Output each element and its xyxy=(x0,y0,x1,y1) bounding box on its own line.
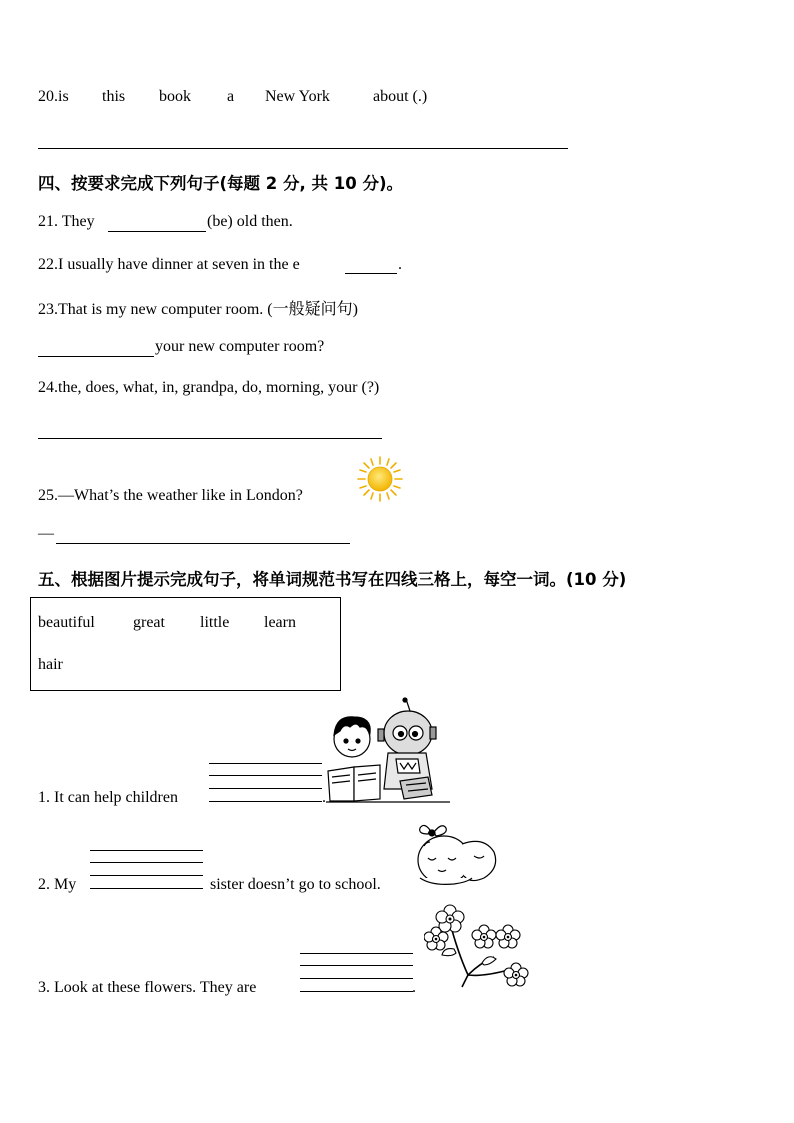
q20-word-2: book xyxy=(159,88,191,105)
word-bank-box xyxy=(30,597,341,691)
s5-item2-text: 2. My xyxy=(38,876,77,893)
section4-heading: 四、按要求完成下列句子(每题 2 分, 共 10 分)。 xyxy=(38,174,404,193)
q20-word-1: this xyxy=(102,88,126,105)
q24-answer-line[interactable] xyxy=(38,438,382,439)
s5-item3-four-line-grid[interactable] xyxy=(300,953,413,993)
q22-text-a: 22.I usually have dinner at seven in the e xyxy=(38,256,300,273)
q25-text: 25.—What’s the weather like in London? xyxy=(38,487,303,504)
q24-text: 24.the, does, what, in, grandpa, do, morning, your (?) xyxy=(38,379,380,396)
q25-dash: — xyxy=(38,525,54,542)
s5-item2-text-after: sister doesn’t go to school. xyxy=(210,876,381,893)
word-bank-item: beautiful xyxy=(38,614,95,631)
flowers-image xyxy=(424,903,532,993)
word-bank-item: little xyxy=(200,614,230,631)
q25-answer-line[interactable] xyxy=(56,543,350,544)
q21-blank[interactable] xyxy=(108,231,206,232)
s5-item1-four-line-grid[interactable] xyxy=(209,763,322,803)
q20-word-5: about (.) xyxy=(373,88,428,105)
q23-blank[interactable] xyxy=(38,356,154,357)
q22-blank[interactable] xyxy=(345,273,397,274)
sun-icon xyxy=(356,456,404,502)
q23-answer-tail: your new computer room? xyxy=(155,338,325,355)
word-bank-item: hair xyxy=(38,656,63,673)
q21-text-b: (be) old then. xyxy=(207,213,293,230)
boy-and-robot-reading-image xyxy=(326,697,450,803)
section5-heading: 五、根据图片提示完成句子，将单词规范书写在四线三格上，每空一词。(10 分) xyxy=(38,570,627,589)
q20-word-3: a xyxy=(227,88,235,105)
s5-item1-period: . xyxy=(322,789,326,806)
s5-item3-period: . xyxy=(412,979,416,996)
q20-word-4: New York xyxy=(265,88,330,105)
s5-item2-four-line-grid[interactable] xyxy=(90,850,203,890)
word-bank-item: learn xyxy=(264,614,296,631)
q21-text-a: 21. They xyxy=(38,213,95,230)
s5-item1-text: 1. It can help children xyxy=(38,789,178,806)
q22-text-b: . xyxy=(398,256,402,273)
s5-item3-text: 3. Look at these flowers. They are xyxy=(38,979,257,996)
q20-number: 20.is xyxy=(38,88,69,105)
q23-text: 23.That is my new computer room. (一般疑问句) xyxy=(38,301,358,318)
q20-answer-line[interactable] xyxy=(38,148,568,149)
baby-sleeping-image xyxy=(414,820,500,890)
word-bank-item: great xyxy=(133,614,165,631)
